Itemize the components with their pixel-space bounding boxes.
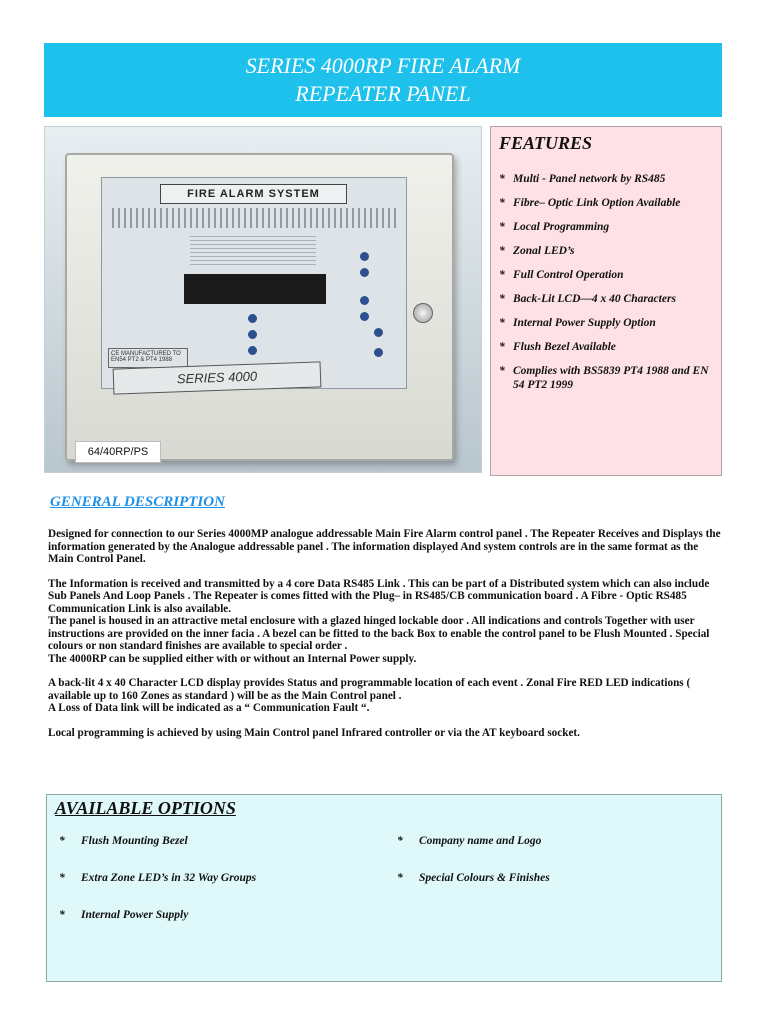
option-item: * Company name and Logo [397,835,542,847]
features-box [490,126,722,476]
control-button [360,296,369,305]
feature-item: * Multi - Panel network by RS485 [499,173,666,185]
description-paragraph: The Information is received and transmitted by a 4 core Data RS485 Link . This can be part of a Distributed system which can also include Sub Panels And Loop Panels . The Repeater is comes fitted with the Plug– in RS485/CB communication board . A Fibre - Optic RS485 Communication Link is also available. [48,577,710,615]
feature-item: * Full Control Operation [499,269,624,281]
control-button [374,348,383,357]
available-options-box [46,794,722,982]
feature-item: * Fibre– Optic Link Option Available [499,197,681,209]
control-button [374,328,383,337]
title-line-1: SERIES 4000RP FIRE ALARM [245,53,521,78]
bullet: * [499,197,505,209]
general-description-body [48,528,724,751]
bullet: * [499,245,505,257]
lcd-display [184,274,326,304]
feature-item: * Flush Bezel Available [499,341,616,353]
feature-item: * Complies with BS5839 PT4 1988 and EN 54 PT2 1999 [499,365,709,391]
zone-led-bank [112,208,396,228]
description-paragraph: A Loss of Data link will be indicated as a “ Communication Fault “. [48,702,370,714]
bullet: * [59,909,65,921]
control-button [248,330,257,339]
description-paragraph: Designed for connection to our Series 4000MP analogue addressable Main Fire Alarm control panel . The Repeater Receives and Displays the information generated by the Analogue addressable panel . The information displayed And system controls are in the same format as the Main Control Panel. [48,528,721,565]
control-button [360,268,369,277]
ce-badge: CE MANUFACTURED TO EN54 PT2 & PT4 1988 [108,348,188,368]
feature-item: * Back-Lit LCD—4 x 40 Characters [499,293,676,305]
bullet: * [499,317,505,329]
bullet: * [499,269,505,281]
bullet: * [499,365,505,377]
control-button [248,346,257,355]
panel-heading: FIRE ALARM SYSTEM [160,184,347,204]
bullet: * [499,221,505,233]
panel-enclosure [65,153,454,461]
feature-item: * Internal Power Supply Option [499,317,656,329]
features-list [499,172,713,392]
bullet: * [397,835,403,847]
bullet: * [59,835,65,847]
options-heading: AVAILABLE OPTIONS [55,798,236,818]
bullet: * [499,293,505,305]
general-description-heading: GENERAL DESCRIPTION [50,494,225,510]
description-paragraph: The 4000RP can be supplied either with or without an Internal Power supply. [48,652,417,665]
description-paragraph: Local programming is achieved by using Main Control panel Infrared controller or via the AT keyboard socket. [48,726,580,739]
features-heading: FEATURES [499,133,593,153]
feature-item: * Local Programming [499,221,610,233]
product-photo [44,126,482,473]
bullet: * [499,341,505,353]
control-button [360,252,369,261]
control-button [248,314,257,323]
photo-part-number: 64/40RP/PS [75,441,161,463]
title-line-2: REPEATER PANEL [295,81,471,106]
option-item: * Extra Zone LED’s in 32 Way Groups [59,872,257,884]
instruction-text-block [190,236,316,268]
feature-item: * Zonal LED’s [499,245,575,257]
description-paragraph: A back-lit 4 x 40 Character LCD display provides Status and programmable location of each event . Zonal Fire RED LED indications ( available up to 160 Zones as standard ) will be as the Main Control panel . [48,677,691,702]
option-item: * Flush Mounting Bezel [59,835,188,847]
option-item: * Special Colours & Finishes [397,872,550,884]
option-item: * Internal Power Supply [59,909,189,921]
bullet: * [499,173,505,185]
series-plate: SERIES 4000 [113,361,322,394]
title-banner [44,43,722,117]
description-paragraph: The panel is housed in an attractive metal enclosure with a glazed hinged lockable door . All indications and controls Together with user instructions are provided on the inner facia . A bezel can be fitted to the back Box to enable the control panel to be Flush Mounted . Special colours or non standard finishes are available to special order . [48,615,710,652]
control-button [360,312,369,321]
door-lock-icon [413,303,433,323]
panel-facia [101,177,407,389]
bullet: * [397,872,403,884]
bullet: * [59,872,65,884]
